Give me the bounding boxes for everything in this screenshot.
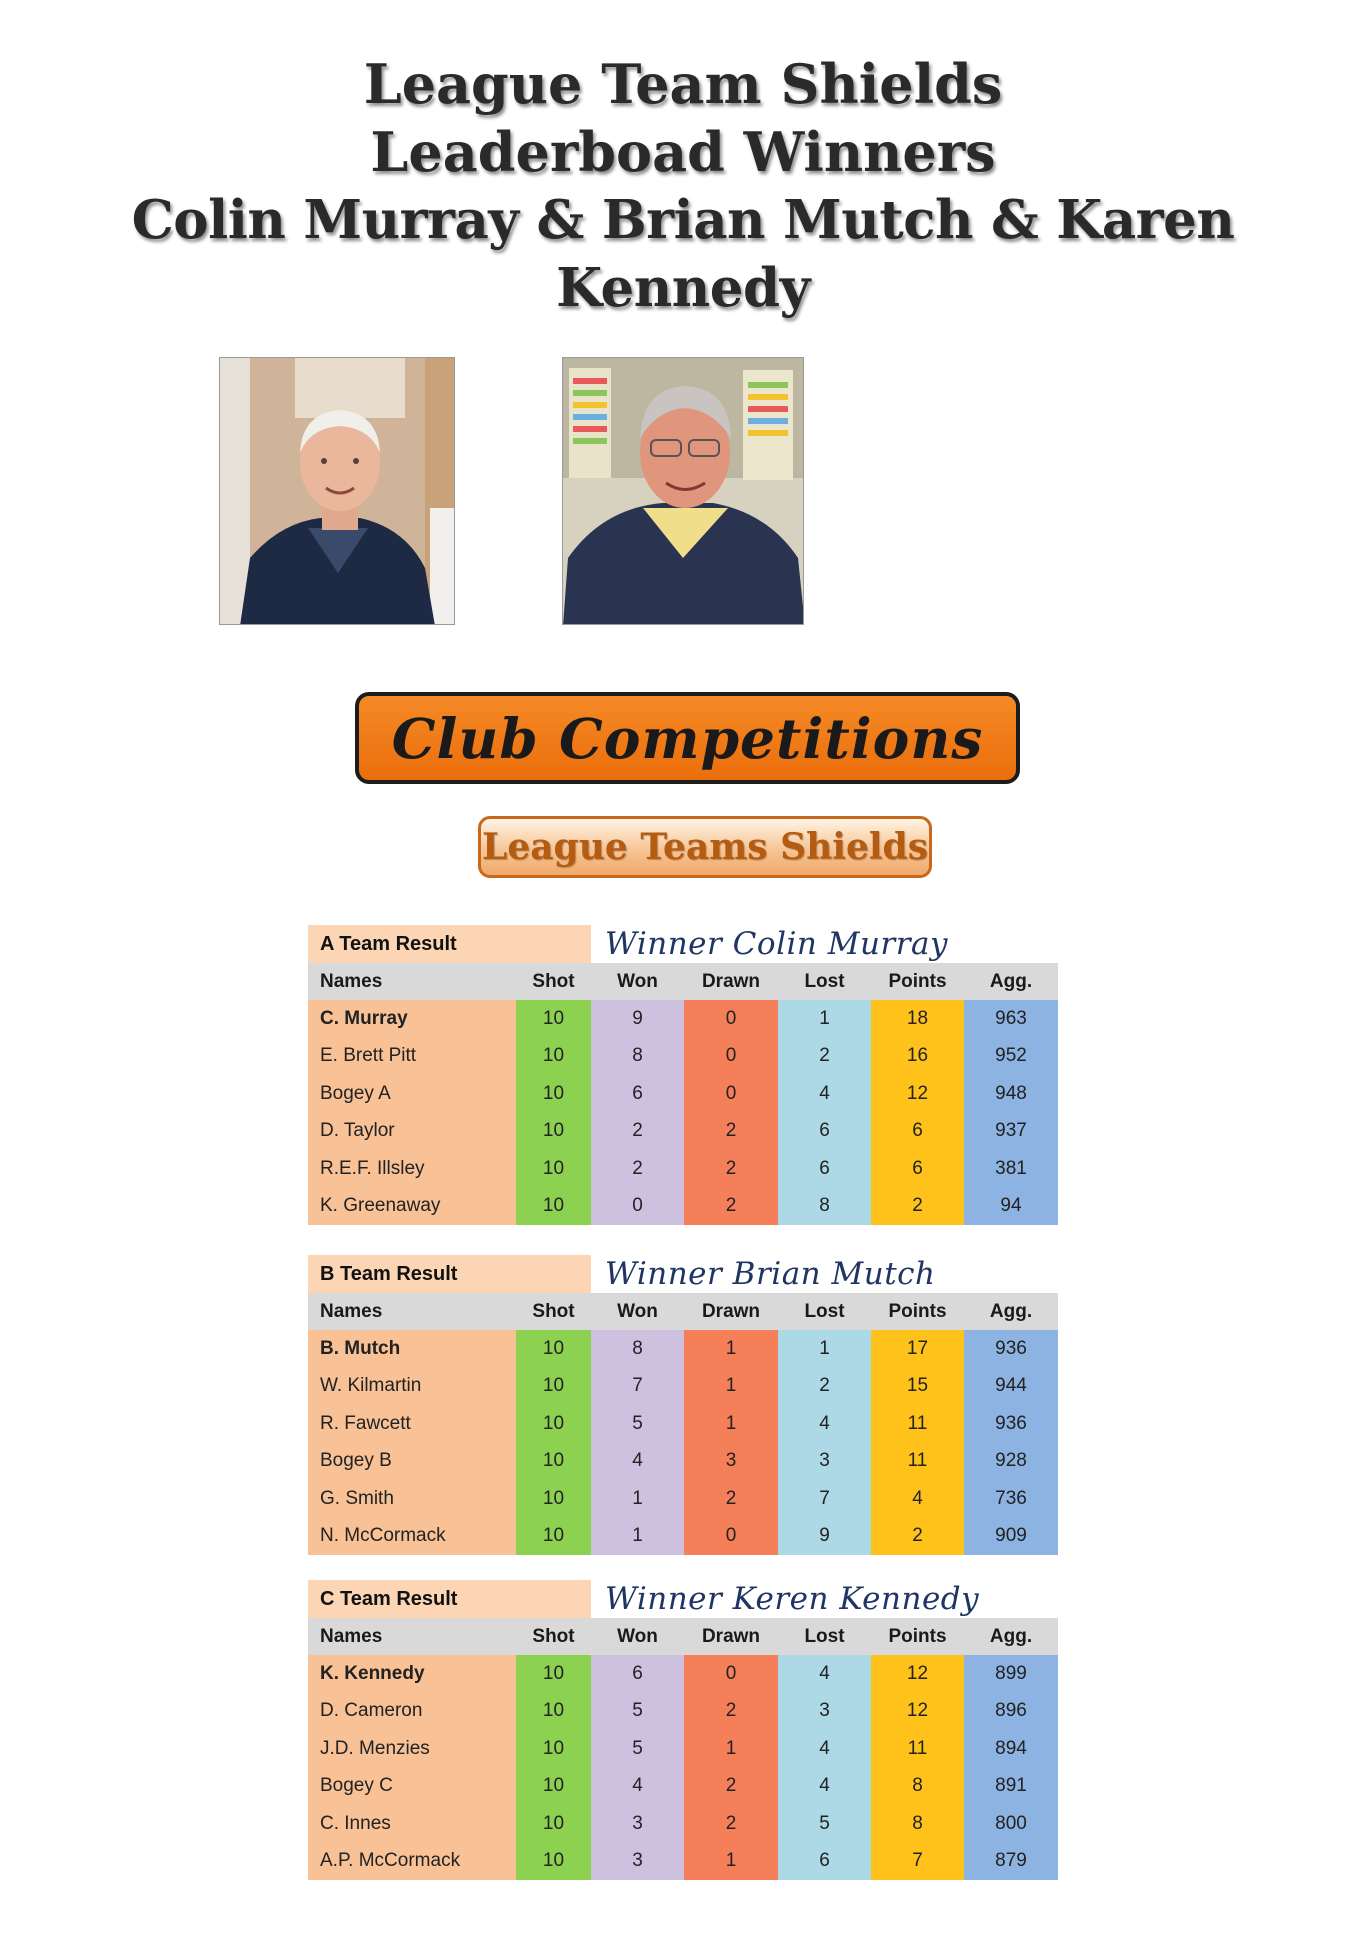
- cell-shot: 10: [516, 1188, 591, 1226]
- cell-points: 7: [871, 1843, 964, 1881]
- cell-agg: 381: [964, 1150, 1058, 1188]
- team-a-winner: Winner Colin Murray: [605, 926, 949, 962]
- team-c-winner: Winner Keren Kennedy: [605, 1581, 980, 1617]
- col-names: Names: [308, 963, 516, 1000]
- cell-lost: 3: [778, 1443, 871, 1481]
- cell-name: G. Smith: [308, 1480, 516, 1518]
- cell-points: 15: [871, 1368, 964, 1406]
- cell-name: E. Brett Pitt: [308, 1038, 516, 1076]
- cell-lost: 4: [778, 1405, 871, 1443]
- cell-drawn: 2: [684, 1113, 778, 1151]
- team-c-results: [308, 1580, 1058, 1880]
- table-header-row: [308, 963, 1058, 1000]
- col-agg: Agg.: [964, 1293, 1058, 1330]
- col-lost: Lost: [778, 1618, 871, 1655]
- cell-name: N. McCormack: [308, 1518, 516, 1556]
- cell-drawn: 2: [684, 1693, 778, 1731]
- cell-shot: 10: [516, 1038, 591, 1076]
- col-shot: Shot: [516, 963, 591, 1000]
- league-teams-shields-label: League Teams Shields: [482, 826, 928, 868]
- team-b-table: [308, 1293, 1058, 1555]
- cell-points: 11: [871, 1730, 964, 1768]
- cell-won: 5: [591, 1693, 684, 1731]
- winner-photo-colin-murray: [219, 357, 455, 625]
- cell-won: 7: [591, 1368, 684, 1406]
- table-row: [308, 1330, 1058, 1368]
- cell-drawn: 3: [684, 1443, 778, 1481]
- cell-shot: 10: [516, 1000, 591, 1038]
- page-header: [0, 50, 1366, 322]
- cell-lost: 6: [778, 1843, 871, 1881]
- cell-lost: 8: [778, 1188, 871, 1226]
- cell-agg: 891: [964, 1768, 1058, 1806]
- cell-name: C. Innes: [308, 1805, 516, 1843]
- cell-agg: 944: [964, 1368, 1058, 1406]
- cell-lost: 2: [778, 1038, 871, 1076]
- cell-won: 0: [591, 1188, 684, 1226]
- col-agg: Agg.: [964, 1618, 1058, 1655]
- cell-agg: 952: [964, 1038, 1058, 1076]
- cell-name: R. Fawcett: [308, 1405, 516, 1443]
- col-drawn: Drawn: [684, 1618, 778, 1655]
- table-row: [308, 1655, 1058, 1693]
- cell-shot: 10: [516, 1368, 591, 1406]
- cell-points: 16: [871, 1038, 964, 1076]
- cell-won: 1: [591, 1518, 684, 1556]
- cell-drawn: 0: [684, 1518, 778, 1556]
- cell-agg: 963: [964, 1000, 1058, 1038]
- cell-points: 6: [871, 1150, 964, 1188]
- table-row: [308, 1480, 1058, 1518]
- cell-lost: 4: [778, 1075, 871, 1113]
- cell-lost: 1: [778, 1000, 871, 1038]
- cell-drawn: 1: [684, 1405, 778, 1443]
- cell-points: 6: [871, 1113, 964, 1151]
- col-names: Names: [308, 1618, 516, 1655]
- cell-shot: 10: [516, 1730, 591, 1768]
- team-c-title: C Team Result: [308, 1580, 591, 1618]
- table-row: [308, 1693, 1058, 1731]
- table-row: [308, 1843, 1058, 1881]
- cell-agg: 909: [964, 1518, 1058, 1556]
- cell-lost: 9: [778, 1518, 871, 1556]
- cell-points: 8: [871, 1768, 964, 1806]
- header-title-line3: Colin Murray & Brian Mutch & Karen Kennedy: [131, 189, 1235, 319]
- team-b-winner: Winner Brian Mutch: [605, 1256, 936, 1292]
- table-row: [308, 1443, 1058, 1481]
- cell-name: D. Cameron: [308, 1693, 516, 1731]
- cell-drawn: 1: [684, 1843, 778, 1881]
- table-row: [308, 1768, 1058, 1806]
- col-points: Points: [871, 1618, 964, 1655]
- cell-name: A.P. McCormack: [308, 1843, 516, 1881]
- cell-drawn: 0: [684, 1038, 778, 1076]
- cell-name: W. Kilmartin: [308, 1368, 516, 1406]
- winner-photo-brian-mutch: [562, 357, 804, 625]
- col-names: Names: [308, 1293, 516, 1330]
- cell-name: K. Greenaway: [308, 1188, 516, 1226]
- header-title-line2: Leaderboad Winners: [370, 120, 996, 184]
- cell-name: Bogey C: [308, 1768, 516, 1806]
- table-row: [308, 1000, 1058, 1038]
- table-row: [308, 1188, 1058, 1226]
- cell-name: Bogey A: [308, 1075, 516, 1113]
- cell-points: 18: [871, 1000, 964, 1038]
- cell-lost: 1: [778, 1330, 871, 1368]
- col-points: Points: [871, 1293, 964, 1330]
- cell-points: 2: [871, 1188, 964, 1226]
- club-competitions-banner: [355, 692, 1020, 784]
- cell-drawn: 1: [684, 1730, 778, 1768]
- cell-name: R.E.F. Illsley: [308, 1150, 516, 1188]
- cell-lost: 4: [778, 1730, 871, 1768]
- table-row: [308, 1805, 1058, 1843]
- cell-lost: 3: [778, 1693, 871, 1731]
- col-lost: Lost: [778, 1293, 871, 1330]
- cell-won: 5: [591, 1405, 684, 1443]
- cell-agg: 928: [964, 1443, 1058, 1481]
- team-a-title: A Team Result: [308, 925, 591, 963]
- league-teams-shields-banner: [478, 816, 932, 878]
- cell-agg: 948: [964, 1075, 1058, 1113]
- table-row: [308, 1150, 1058, 1188]
- cell-name: B. Mutch: [308, 1330, 516, 1368]
- cell-won: 4: [591, 1768, 684, 1806]
- cell-agg: 800: [964, 1805, 1058, 1843]
- cell-agg: 899: [964, 1655, 1058, 1693]
- cell-drawn: 0: [684, 1655, 778, 1693]
- cell-drawn: 0: [684, 1000, 778, 1038]
- cell-points: 12: [871, 1655, 964, 1693]
- cell-drawn: 2: [684, 1150, 778, 1188]
- cell-name: Bogey B: [308, 1443, 516, 1481]
- col-drawn: Drawn: [684, 963, 778, 1000]
- team-c-table: [308, 1618, 1058, 1880]
- col-won: Won: [591, 1293, 684, 1330]
- cell-agg: 936: [964, 1405, 1058, 1443]
- club-competitions-label: Club Competitions: [391, 705, 984, 771]
- col-points: Points: [871, 963, 964, 1000]
- cell-shot: 10: [516, 1480, 591, 1518]
- cell-won: 6: [591, 1075, 684, 1113]
- header-title-line1: League Team Shields: [363, 52, 1003, 116]
- cell-shot: 10: [516, 1843, 591, 1881]
- cell-won: 1: [591, 1480, 684, 1518]
- cell-name: J.D. Menzies: [308, 1730, 516, 1768]
- cell-lost: 5: [778, 1805, 871, 1843]
- table-header-row: [308, 1293, 1058, 1330]
- cell-shot: 10: [516, 1805, 591, 1843]
- cell-points: 12: [871, 1075, 964, 1113]
- col-shot: Shot: [516, 1618, 591, 1655]
- cell-won: 6: [591, 1655, 684, 1693]
- cell-drawn: 2: [684, 1805, 778, 1843]
- table-row: [308, 1730, 1058, 1768]
- cell-points: 17: [871, 1330, 964, 1368]
- cell-lost: 6: [778, 1150, 871, 1188]
- cell-shot: 10: [516, 1655, 591, 1693]
- cell-won: 2: [591, 1113, 684, 1151]
- cell-agg: 936: [964, 1330, 1058, 1368]
- cell-shot: 10: [516, 1113, 591, 1151]
- cell-agg: 94: [964, 1188, 1058, 1226]
- cell-points: 4: [871, 1480, 964, 1518]
- cell-name: D. Taylor: [308, 1113, 516, 1151]
- cell-drawn: 1: [684, 1330, 778, 1368]
- cell-shot: 10: [516, 1405, 591, 1443]
- cell-points: 12: [871, 1693, 964, 1731]
- cell-agg: 736: [964, 1480, 1058, 1518]
- cell-won: 3: [591, 1843, 684, 1881]
- col-agg: Agg.: [964, 963, 1058, 1000]
- cell-lost: 2: [778, 1368, 871, 1406]
- col-lost: Lost: [778, 963, 871, 1000]
- cell-shot: 10: [516, 1443, 591, 1481]
- team-a-header: [308, 925, 1058, 963]
- cell-points: 8: [871, 1805, 964, 1843]
- table-row: [308, 1038, 1058, 1076]
- cell-points: 11: [871, 1443, 964, 1481]
- table-row: [308, 1405, 1058, 1443]
- cell-won: 8: [591, 1330, 684, 1368]
- cell-points: 2: [871, 1518, 964, 1556]
- cell-agg: 894: [964, 1730, 1058, 1768]
- cell-shot: 10: [516, 1075, 591, 1113]
- cell-shot: 10: [516, 1768, 591, 1806]
- team-b-results: [308, 1255, 1058, 1555]
- cell-drawn: 1: [684, 1368, 778, 1406]
- cell-drawn: 2: [684, 1480, 778, 1518]
- cell-won: 4: [591, 1443, 684, 1481]
- cell-lost: 6: [778, 1113, 871, 1151]
- col-won: Won: [591, 1618, 684, 1655]
- cell-won: 2: [591, 1150, 684, 1188]
- col-shot: Shot: [516, 1293, 591, 1330]
- cell-won: 8: [591, 1038, 684, 1076]
- table-row: [308, 1518, 1058, 1556]
- team-a-table: [308, 963, 1058, 1225]
- col-won: Won: [591, 963, 684, 1000]
- cell-shot: 10: [516, 1693, 591, 1731]
- cell-won: 9: [591, 1000, 684, 1038]
- cell-agg: 937: [964, 1113, 1058, 1151]
- cell-lost: 4: [778, 1655, 871, 1693]
- cell-drawn: 2: [684, 1768, 778, 1806]
- cell-agg: 896: [964, 1693, 1058, 1731]
- cell-points: 11: [871, 1405, 964, 1443]
- cell-shot: 10: [516, 1150, 591, 1188]
- cell-drawn: 2: [684, 1188, 778, 1226]
- team-a-results: [308, 925, 1058, 1225]
- cell-name: K. Kennedy: [308, 1655, 516, 1693]
- cell-won: 3: [591, 1805, 684, 1843]
- team-c-header: [308, 1580, 1058, 1618]
- team-b-header: [308, 1255, 1058, 1293]
- table-row: [308, 1113, 1058, 1151]
- team-b-title: B Team Result: [308, 1255, 591, 1293]
- cell-lost: 7: [778, 1480, 871, 1518]
- table-row: [308, 1075, 1058, 1113]
- cell-shot: 10: [516, 1330, 591, 1368]
- col-drawn: Drawn: [684, 1293, 778, 1330]
- cell-lost: 4: [778, 1768, 871, 1806]
- table-row: [308, 1368, 1058, 1406]
- cell-shot: 10: [516, 1518, 591, 1556]
- cell-won: 5: [591, 1730, 684, 1768]
- cell-name: C. Murray: [308, 1000, 516, 1038]
- table-header-row: [308, 1618, 1058, 1655]
- cell-drawn: 0: [684, 1075, 778, 1113]
- cell-agg: 879: [964, 1843, 1058, 1881]
